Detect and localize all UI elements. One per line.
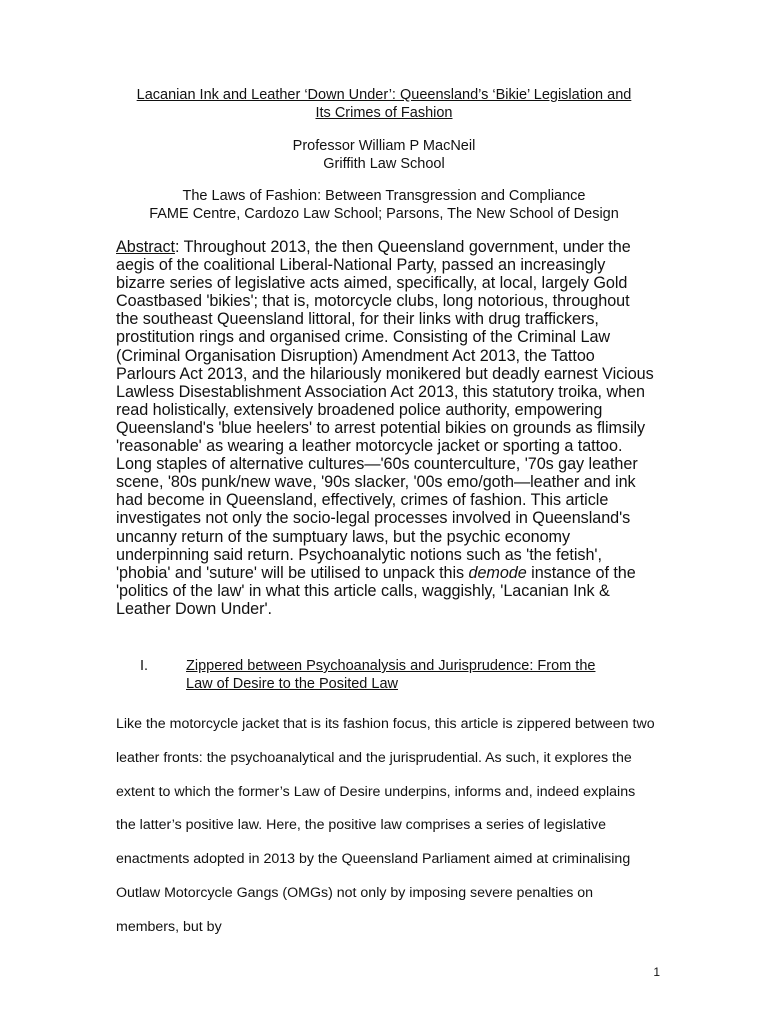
author-block <box>100 137 668 173</box>
paper-title <box>100 86 668 122</box>
section-title-line-1: Zippered between Psychoanalysis and Jurisprudence: From the <box>186 658 596 674</box>
section-title <box>186 657 646 693</box>
paper-title-line-1: Lacanian Ink and Leather ‘Down Under’: Queensland’s ‘Bikie’ Legislation and <box>136 87 632 103</box>
conference-block <box>90 187 678 223</box>
body-paragraph: Like the motorcycle jacket that is its fashion focus, this article is zippered between two leather fronts: the psychoanalytical and the jurisprudential. As such, it explores the extent to which the former’s Law of Desire underpins, informs and, indeed explains the latter’s positive law. Here, the positive law comprises a series of legislative enactments adopted in 2013 by the Queensland Parliament aimed at criminalising Outlaw Motorcycle Gangs (OMGs) not only by imposing severe penalties on members, but by <box>116 716 655 935</box>
abstract-text-start: : Throughout 2013, the then Queensland government, under the aegis of the coalitional Liberal-National Party, passed an increasingly bizarre series of legislative acts aimed, specifically, at local, largely Gold Coastbased 'bikies'; that is, motorcycle clubs, long notorious, throughout the southeast Queensland littoral, for their links with drug traffickers, prostitution rings and organised crime. Consisting of the Criminal Law (Criminal Organisation Disruption) Amendment Act 2013, the Tattoo Parlours Act 2013, and the hilariously monikered but deadly earnest Vicious Lawless Disestablishment Association Act 2013, this statutory troika, when read holistically, extensively broadened police authority, empowering Queensland's 'blue heelers' to arrest potential bikies on grounds as flimsily 'reasonable' as wearing a leather motorcycle jacket or sporting a tattoo. Long staples of alternative cultures—'60s counterculture, '70s gay leather scene, '80s punk/new wave, '90s slacker, '00s emo/goth—leather and ink had become in Queensland, effectively, crimes of fashion. This article investigates not only the socio-legal processes involved in Queensland's uncanny return of the sumptuary laws, but the psychic economy underpinning said return. Psychoanalytic notions such as 'the fetish', 'phobia' and 'suture' will be utilised to unpack this <box>116 238 654 582</box>
abstract-italic-word: demode <box>468 563 527 582</box>
page-number: 1 <box>653 965 660 979</box>
abstract-label: Abstract <box>116 238 175 256</box>
author-affiliation: Griffith Law School <box>323 156 445 172</box>
section-number: I. <box>140 658 149 674</box>
abstract-paragraph <box>116 238 656 618</box>
paper-title-line-2: Its Crimes of Fashion <box>315 105 453 121</box>
section-title-line-2: Law of Desire to the Posited Law <box>186 676 398 692</box>
conference-title: The Laws of Fashion: Between Transgression and Compliance <box>182 188 586 204</box>
abstract-text-end: instance of the 'politics of the law' in what this article calls, waggishly, 'Lacanian Ink & Leather Down Under'. <box>116 563 636 618</box>
conference-venue: FAME Centre, Cardozo Law School; Parsons, The New School of Design <box>149 206 619 222</box>
author-name: Professor William P MacNeil <box>292 138 476 154</box>
